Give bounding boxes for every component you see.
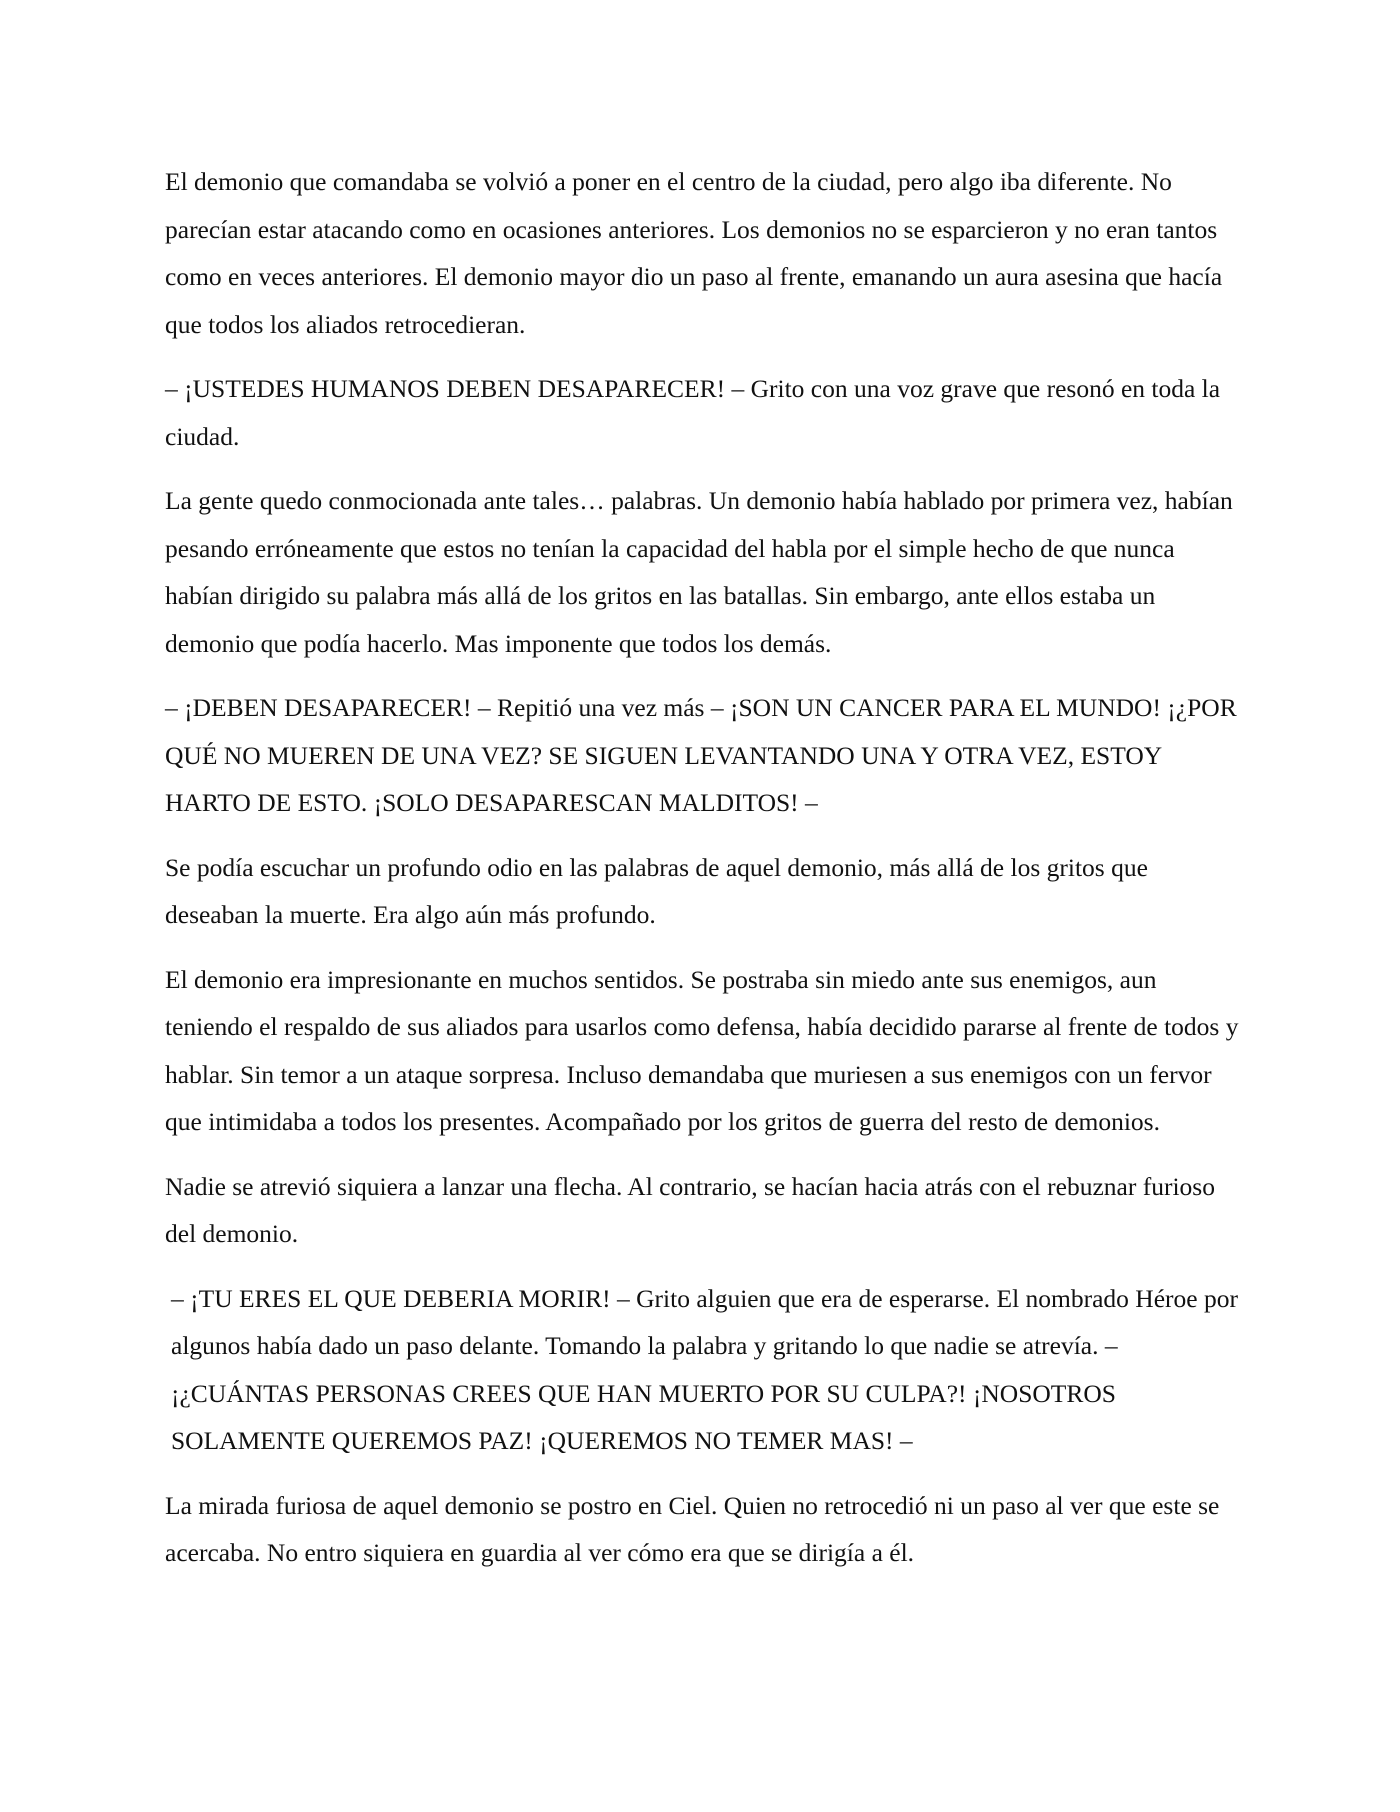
paragraph-7: Nadie se atrevió siquiera a lanzar una flecha. Al contrario, se hacían hacia atrás con el rebuznar furioso del demonio.	[165, 1171, 1215, 1248]
paragraph-2: – ¡USTEDES HUMANOS DEBEN DESAPARECER! – Grito con una voz grave que resonó en toda la ciudad.	[165, 374, 1221, 451]
paragraph-6: El demonio era impresionante en muchos sentidos. Se postraba sin miedo ante sus enemigos, aun teniendo el respaldo de sus aliados para usarlos como defensa, había decidido pararse al frente de todos y hablar. Sin temor a un ataque sorpresa. Incluso demandaba que muriesen a sus enemigos con un fervor que intimidaba a todos los presentes. Acompañado por los gritos de guerra del resto de demonios.	[165, 964, 1239, 1136]
paragraph-3: La gente quedo conmocionada ante tales… palabras. Un demonio había hablado por primera vez, habían pesando erróneamente que estos no tenían la capacidad del habla por el simple hecho de que nunca habían dirigido su palabra más allá de los gritos en las batallas. Sin embargo, ante ellos estaba un demonio que podía hacerlo. Mas imponente que todos los demás.	[165, 486, 1233, 658]
paragraph-5: Se podía escuchar un profundo odio en las palabras de aquel demonio, más allá de los gritos que deseaban la muerte. Era algo aún más profundo.	[165, 852, 1148, 929]
paragraph-9: La mirada furiosa de aquel demonio se postro en Ciel. Quien no retrocedió ni un paso al ver que este se acercaba. No entro siquiera en guardia al ver cómo era que se dirigía a él.	[165, 1490, 1220, 1567]
document-body	[165, 158, 1240, 1594]
paragraph-8: – ¡TU ERES EL QUE DEBERIA MORIR! – Grito alguien que era de esperarse. El nombrado Héroe por algunos había dado un paso delante. Tomando la palabra y gritando lo que nadie se atrevía. – ¡¿CUÁNTAS PERSONAS CREES QUE HAN MUERTO POR SU CULPA?! ¡NOSOTROS SOLAMENTE QUEREMOS PAZ! ¡QUEREMOS NO TEMER MAS! –	[171, 1283, 1238, 1455]
paragraph-4: – ¡DEBEN DESAPARECER! – Repitió una vez más – ¡SON UN CANCER PARA EL MUNDO! ¡¿POR QUÉ NO MUEREN DE UNA VEZ? SE SIGUEN LEVANTANDO UNA Y OTRA VEZ, ESTOY HARTO DE ESTO. ¡SOLO DESAPARESCAN MALDITOS! –	[165, 693, 1237, 817]
paragraph-1: El demonio que comandaba se volvió a poner en el centro de la ciudad, pero algo iba diferente. No parecían estar atacando como en ocasiones anteriores. Los demonios no se esparcieron y no eran tantos como en veces anteriores. El demonio mayor dio un paso al frente, emanando un aura asesina que hacía que todos los aliados retrocedieran.	[165, 167, 1223, 339]
